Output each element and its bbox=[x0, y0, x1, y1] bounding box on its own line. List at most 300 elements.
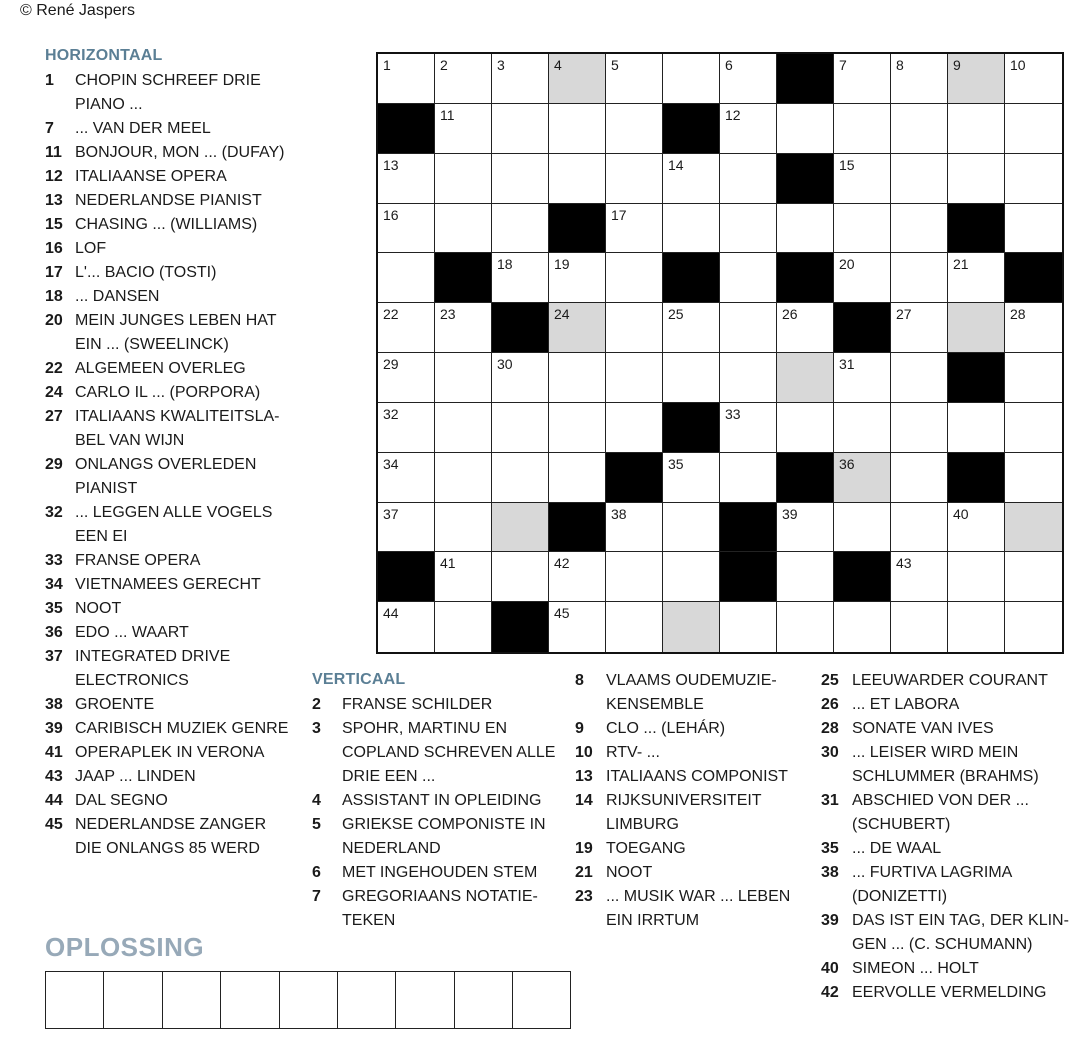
solution-box[interactable] bbox=[162, 971, 221, 1029]
grid-cell[interactable] bbox=[948, 54, 1005, 104]
clue-text: GRIEKSE COMPONISTE IN bbox=[342, 816, 546, 833]
cell-number: 17 bbox=[611, 207, 627, 223]
grid-cell[interactable] bbox=[1005, 104, 1062, 154]
clue-item bbox=[821, 669, 1071, 693]
clue-text: ITALIAANSE OPERA bbox=[75, 168, 227, 185]
grid-cell[interactable] bbox=[492, 253, 549, 303]
grid-cell[interactable] bbox=[663, 552, 720, 602]
solution-box[interactable] bbox=[279, 971, 338, 1029]
clue-item bbox=[45, 237, 295, 261]
grid-block bbox=[435, 253, 492, 303]
grid-cell[interactable] bbox=[1005, 204, 1062, 253]
grid-cell[interactable] bbox=[1005, 453, 1062, 503]
grid-cell[interactable] bbox=[948, 403, 1005, 453]
cell-number: 6 bbox=[725, 57, 733, 73]
clue-number: 39 bbox=[821, 912, 839, 929]
clue-number: 1 bbox=[45, 72, 54, 89]
grid-cell[interactable] bbox=[1005, 154, 1062, 204]
grid-cell[interactable] bbox=[720, 253, 777, 303]
grid-cell[interactable] bbox=[549, 303, 606, 353]
solution-box[interactable] bbox=[103, 971, 163, 1029]
clue-item bbox=[312, 861, 562, 885]
grid-cell[interactable] bbox=[606, 54, 663, 104]
clue-text: PIANIST bbox=[75, 480, 138, 497]
clue-text: KENSEMBLE bbox=[606, 696, 704, 713]
grid-cell[interactable] bbox=[492, 104, 549, 154]
clue-text: L'... BACIO (TOSTI) bbox=[75, 264, 217, 281]
cell-number: 5 bbox=[611, 57, 619, 73]
clue-text: ... DANSEN bbox=[75, 288, 160, 305]
grid-cell[interactable] bbox=[435, 552, 492, 602]
grid-cell[interactable] bbox=[435, 54, 492, 104]
clue-item bbox=[45, 549, 295, 573]
grid-cell[interactable] bbox=[492, 503, 549, 552]
clue-item bbox=[312, 789, 562, 813]
clue-number: 42 bbox=[821, 984, 839, 1001]
grid-cell[interactable] bbox=[663, 54, 720, 104]
clue-text: NOOT bbox=[606, 864, 653, 881]
clue-text: EIN IRRTUM bbox=[606, 912, 700, 929]
clue-text: CHASING ... (WILLIAMS) bbox=[75, 216, 258, 233]
grid-cell[interactable] bbox=[606, 552, 663, 602]
clue-text: GROENTE bbox=[75, 696, 155, 713]
cell-number: 44 bbox=[383, 605, 399, 621]
grid-cell[interactable] bbox=[891, 154, 948, 204]
grid-cell[interactable] bbox=[435, 602, 492, 652]
clue-text: SONATE VAN IVES bbox=[852, 720, 994, 737]
cell-number: 11 bbox=[440, 107, 455, 123]
clue-item bbox=[45, 813, 295, 861]
clue-text: INTEGRATED DRIVE bbox=[75, 648, 231, 665]
clue-text: ITALIAANS KWALITEITSLA- bbox=[75, 408, 280, 425]
grid-cell[interactable] bbox=[606, 403, 663, 453]
grid-cell[interactable] bbox=[378, 154, 435, 204]
grid-cell[interactable] bbox=[435, 403, 492, 453]
grid-cell[interactable] bbox=[492, 154, 549, 204]
grid-cell[interactable] bbox=[606, 353, 663, 403]
clue-item bbox=[821, 741, 1071, 789]
clue-text: NEDERLANDSE ZANGER bbox=[75, 816, 267, 833]
grid-cell[interactable] bbox=[891, 353, 948, 403]
grid-cell[interactable] bbox=[663, 453, 720, 503]
clue-number: 27 bbox=[45, 408, 63, 425]
clue-item bbox=[45, 69, 295, 117]
cell-number: 45 bbox=[554, 605, 570, 621]
grid-block bbox=[834, 552, 891, 602]
clue-text: ASSISTANT IN OPLEIDING bbox=[342, 792, 542, 809]
clue-text: LIMBURG bbox=[606, 816, 679, 833]
clue-item bbox=[45, 141, 295, 165]
grid-cell[interactable] bbox=[549, 602, 606, 652]
grid-block bbox=[663, 104, 720, 154]
grid-block bbox=[492, 602, 549, 652]
grid-cell[interactable] bbox=[948, 602, 1005, 652]
grid-cell[interactable] bbox=[948, 104, 1005, 154]
clue-item bbox=[575, 789, 800, 837]
grid-cell[interactable] bbox=[606, 602, 663, 652]
clue-number: 18 bbox=[45, 288, 63, 305]
grid-cell[interactable] bbox=[492, 453, 549, 503]
clue-item bbox=[45, 645, 295, 693]
grid-cell[interactable] bbox=[891, 253, 948, 303]
clue-item bbox=[45, 765, 295, 789]
clue-number: 20 bbox=[45, 312, 63, 329]
grid-block bbox=[777, 253, 834, 303]
grid-cell[interactable] bbox=[549, 403, 606, 453]
grid-cell[interactable] bbox=[435, 303, 492, 353]
grid-cell[interactable] bbox=[834, 602, 891, 652]
grid-cell[interactable] bbox=[435, 154, 492, 204]
clue-item bbox=[45, 189, 295, 213]
grid-cell[interactable] bbox=[834, 353, 891, 403]
grid-cell[interactable] bbox=[891, 602, 948, 652]
clue-text: JAAP ... LINDEN bbox=[75, 768, 196, 785]
clue-item bbox=[45, 285, 295, 309]
cell-number: 9 bbox=[953, 57, 961, 73]
grid-cell[interactable] bbox=[1005, 353, 1062, 403]
clue-text: ABSCHIED VON DER ... bbox=[852, 792, 1029, 809]
grid-cell[interactable] bbox=[606, 104, 663, 154]
clue-text: NEDERLAND bbox=[342, 840, 441, 857]
grid-cell[interactable] bbox=[663, 204, 720, 253]
grid-cell[interactable] bbox=[435, 503, 492, 552]
clue-number: 12 bbox=[45, 168, 63, 185]
cell-number: 29 bbox=[383, 356, 399, 372]
grid-cell[interactable] bbox=[948, 253, 1005, 303]
clue-text: ... LEGGEN ALLE VOGELS bbox=[75, 504, 273, 521]
cell-number: 31 bbox=[839, 356, 855, 372]
clue-item bbox=[45, 693, 295, 717]
clue-text: ELECTRONICS bbox=[75, 672, 189, 689]
clue-text: ... VAN DER MEEL bbox=[75, 120, 211, 137]
clue-text: EIN ... (SWEELINCK) bbox=[75, 336, 229, 353]
clue-item bbox=[575, 837, 800, 861]
cell-number: 8 bbox=[896, 57, 904, 73]
grid-cell[interactable] bbox=[720, 154, 777, 204]
clue-text: OPERAPLEK IN VERONA bbox=[75, 744, 265, 761]
grid-cell[interactable] bbox=[492, 353, 549, 403]
grid-cell[interactable] bbox=[492, 54, 549, 104]
grid-cell[interactable] bbox=[777, 552, 834, 602]
grid-cell[interactable] bbox=[891, 453, 948, 503]
clue-item bbox=[821, 789, 1071, 837]
solution-box[interactable] bbox=[337, 971, 396, 1029]
clue-number: 30 bbox=[821, 744, 839, 761]
grid-cell[interactable] bbox=[549, 552, 606, 602]
horizontaal-heading: HORIZONTAAL bbox=[45, 47, 163, 64]
clue-number: 19 bbox=[575, 840, 593, 857]
grid-block bbox=[777, 154, 834, 204]
clue-text: TEKEN bbox=[342, 912, 396, 929]
oplossing-heading: OPLOSSING bbox=[45, 932, 205, 962]
clue-text: PIANO ... bbox=[75, 96, 143, 113]
clue-number: 37 bbox=[45, 648, 63, 665]
clue-item bbox=[45, 117, 295, 141]
solution-box[interactable] bbox=[45, 971, 104, 1029]
grid-cell[interactable] bbox=[378, 503, 435, 552]
grid-block bbox=[834, 303, 891, 353]
clue-number: 14 bbox=[575, 792, 593, 809]
clue-number: 43 bbox=[45, 768, 63, 785]
grid-block bbox=[663, 253, 720, 303]
cell-number: 22 bbox=[383, 306, 399, 322]
cell-number: 32 bbox=[383, 406, 399, 422]
grid-cell[interactable] bbox=[777, 503, 834, 552]
clue-item bbox=[45, 381, 295, 405]
grid-cell[interactable] bbox=[606, 303, 663, 353]
clue-text: COPLAND SCHREVEN ALLE bbox=[342, 744, 556, 761]
clue-text: ... FURTIVA LAGRIMA bbox=[852, 864, 1013, 881]
grid-cell[interactable] bbox=[948, 503, 1005, 552]
clue-number: 7 bbox=[45, 120, 54, 137]
grid-cell[interactable] bbox=[435, 104, 492, 154]
clue-item bbox=[45, 501, 295, 549]
clue-number: 23 bbox=[575, 888, 593, 905]
clue-number: 44 bbox=[45, 792, 63, 809]
grid-cell[interactable] bbox=[492, 204, 549, 253]
grid-cell[interactable] bbox=[378, 204, 435, 253]
grid-cell[interactable] bbox=[492, 552, 549, 602]
clue-number: 28 bbox=[821, 720, 839, 737]
grid-cell[interactable] bbox=[834, 104, 891, 154]
clue-item bbox=[575, 741, 800, 765]
cell-number: 7 bbox=[839, 57, 847, 73]
clue-text: CARIBISCH MUZIEK GENRE bbox=[75, 720, 289, 737]
clue-text: LEEUWARDER COURANT bbox=[852, 672, 1048, 689]
grid-cell[interactable] bbox=[549, 54, 606, 104]
cell-number: 36 bbox=[839, 456, 855, 472]
clue-text: DAL SEGNO bbox=[75, 792, 168, 809]
grid-cell[interactable] bbox=[606, 204, 663, 253]
clue-text: (SCHUBERT) bbox=[852, 816, 951, 833]
grid-cell[interactable] bbox=[492, 403, 549, 453]
grid-cell[interactable] bbox=[435, 204, 492, 253]
cell-number: 28 bbox=[1010, 306, 1026, 322]
grid-cell[interactable] bbox=[948, 303, 1005, 353]
clue-text: GEN ... (C. SCHUMANN) bbox=[852, 936, 1033, 953]
grid-cell[interactable] bbox=[663, 154, 720, 204]
clue-text: ... MUSIK WAR ... LEBEN bbox=[606, 888, 791, 905]
cell-number: 19 bbox=[554, 256, 570, 272]
grid-cell[interactable] bbox=[834, 54, 891, 104]
grid-cell[interactable] bbox=[378, 602, 435, 652]
grid-cell[interactable] bbox=[891, 403, 948, 453]
clue-item bbox=[45, 357, 295, 381]
clue-text: CLO ... (LEHÁR) bbox=[606, 720, 726, 737]
grid-cell[interactable] bbox=[834, 154, 891, 204]
clue-text: SIMEON ... HOLT bbox=[852, 960, 979, 977]
grid-cell[interactable] bbox=[834, 204, 891, 253]
grid-cell[interactable] bbox=[891, 204, 948, 253]
clue-text: SCHLUMMER (BRAHMS) bbox=[852, 768, 1039, 785]
clue-item bbox=[45, 597, 295, 621]
clue-item bbox=[821, 957, 1071, 981]
clue-text: VLAAMS OUDEMUZIE- bbox=[606, 672, 777, 689]
clue-item bbox=[45, 621, 295, 645]
grid-cell[interactable] bbox=[720, 104, 777, 154]
cell-number: 4 bbox=[554, 57, 562, 73]
solution-box[interactable] bbox=[220, 971, 280, 1029]
solution-box[interactable] bbox=[512, 971, 571, 1029]
grid-block bbox=[378, 552, 435, 602]
grid-cell[interactable] bbox=[891, 54, 948, 104]
clue-text: (DONIZETTI) bbox=[852, 888, 948, 905]
clue-text: ONLANGS OVERLEDEN bbox=[75, 456, 257, 473]
grid-block bbox=[549, 503, 606, 552]
grid-cell[interactable] bbox=[891, 552, 948, 602]
clue-item bbox=[821, 717, 1071, 741]
clue-item bbox=[45, 309, 295, 357]
clue-text: GREGORIAANS NOTATIE- bbox=[342, 888, 538, 905]
grid-cell[interactable] bbox=[777, 403, 834, 453]
grid-cell[interactable] bbox=[777, 602, 834, 652]
clue-text: DIE ONLANGS 85 WERD bbox=[75, 840, 260, 857]
clue-text: FRANSE SCHILDER bbox=[342, 696, 493, 713]
cell-number: 24 bbox=[554, 306, 570, 322]
cell-number: 10 bbox=[1010, 57, 1026, 73]
clue-text: RTV- ... bbox=[606, 744, 660, 761]
solution-box[interactable] bbox=[454, 971, 513, 1029]
clue-text: BEL VAN WIJN bbox=[75, 432, 185, 449]
grid-cell[interactable] bbox=[834, 403, 891, 453]
grid-cell[interactable] bbox=[663, 602, 720, 652]
clue-number: 38 bbox=[45, 696, 63, 713]
clue-number: 45 bbox=[45, 816, 63, 833]
clue-number: 35 bbox=[45, 600, 63, 617]
grid-block bbox=[378, 104, 435, 154]
clue-item bbox=[45, 741, 295, 765]
grid-cell[interactable] bbox=[606, 503, 663, 552]
grid-cell[interactable] bbox=[720, 204, 777, 253]
clue-item bbox=[45, 261, 295, 285]
clue-number: 4 bbox=[312, 792, 321, 809]
grid-cell[interactable] bbox=[891, 104, 948, 154]
clue-item bbox=[312, 693, 562, 717]
clue-item bbox=[45, 453, 295, 501]
grid-cell[interactable] bbox=[549, 353, 606, 403]
clue-text: EDO ... WAART bbox=[75, 624, 189, 641]
grid-cell[interactable] bbox=[549, 154, 606, 204]
cell-number: 41 bbox=[440, 555, 456, 571]
clue-item bbox=[45, 789, 295, 813]
grid-cell[interactable] bbox=[777, 303, 834, 353]
clue-text: ... LEISER WIRD MEIN bbox=[852, 744, 1019, 761]
grid-cell[interactable] bbox=[1005, 503, 1062, 552]
grid-cell[interactable] bbox=[1005, 403, 1062, 453]
grid-block bbox=[948, 204, 1005, 253]
clue-number: 40 bbox=[821, 960, 839, 977]
clue-text: ... DE WAAL bbox=[852, 840, 942, 857]
clue-number: 3 bbox=[312, 720, 321, 737]
clue-text: MEIN JUNGES LEBEN HAT bbox=[75, 312, 277, 329]
cell-number: 39 bbox=[782, 506, 798, 522]
grid-cell[interactable] bbox=[378, 54, 435, 104]
grid-cell[interactable] bbox=[1005, 552, 1062, 602]
clue-item bbox=[575, 765, 800, 789]
grid-cell[interactable] bbox=[549, 453, 606, 503]
cell-number: 25 bbox=[668, 306, 684, 322]
grid-cell[interactable] bbox=[1005, 54, 1062, 104]
grid-cell[interactable] bbox=[435, 353, 492, 403]
clue-text: CHOPIN SCHREEF DRIE bbox=[75, 72, 261, 89]
clue-number: 2 bbox=[312, 696, 321, 713]
grid-cell[interactable] bbox=[720, 453, 777, 503]
clue-item bbox=[312, 885, 562, 933]
clue-number: 16 bbox=[45, 240, 63, 257]
copyright: © René Jaspers bbox=[20, 2, 135, 19]
grid-cell[interactable] bbox=[378, 303, 435, 353]
grid-cell[interactable] bbox=[777, 353, 834, 403]
clue-item bbox=[821, 861, 1071, 909]
grid-cell[interactable] bbox=[378, 353, 435, 403]
grid-cell[interactable] bbox=[606, 154, 663, 204]
grid-cell[interactable] bbox=[549, 104, 606, 154]
clue-number: 17 bbox=[45, 264, 63, 281]
grid-cell[interactable] bbox=[606, 253, 663, 303]
grid-cell[interactable] bbox=[720, 602, 777, 652]
clue-number: 36 bbox=[45, 624, 63, 641]
grid-cell[interactable] bbox=[663, 503, 720, 552]
grid-cell[interactable] bbox=[663, 303, 720, 353]
clue-item bbox=[575, 717, 800, 741]
grid-cell[interactable] bbox=[720, 403, 777, 453]
grid-cell[interactable] bbox=[378, 453, 435, 503]
grid-cell[interactable] bbox=[1005, 303, 1062, 353]
grid-cell[interactable] bbox=[834, 253, 891, 303]
clue-number: 26 bbox=[821, 696, 839, 713]
grid-cell[interactable] bbox=[777, 204, 834, 253]
grid-cell[interactable] bbox=[435, 453, 492, 503]
clue-item bbox=[821, 837, 1071, 861]
clue-text: BONJOUR, MON ... (DUFAY) bbox=[75, 144, 285, 161]
grid-block bbox=[948, 353, 1005, 403]
clue-number: 31 bbox=[821, 792, 839, 809]
clue-item bbox=[575, 669, 800, 717]
grid-cell[interactable] bbox=[891, 303, 948, 353]
grid-cell[interactable] bbox=[720, 303, 777, 353]
grid-cell[interactable] bbox=[834, 503, 891, 552]
clue-item bbox=[45, 717, 295, 741]
grid-cell[interactable] bbox=[663, 353, 720, 403]
grid-cell[interactable] bbox=[777, 104, 834, 154]
clue-item bbox=[45, 405, 295, 453]
grid-cell[interactable] bbox=[720, 54, 777, 104]
clue-text: EERVOLLE VERMELDING bbox=[852, 984, 1047, 1001]
clue-text: ... ET LABORA bbox=[852, 696, 960, 713]
clue-number: 8 bbox=[575, 672, 584, 689]
grid-cell[interactable] bbox=[834, 453, 891, 503]
grid-cell[interactable] bbox=[1005, 602, 1062, 652]
clue-number: 7 bbox=[312, 888, 321, 905]
grid-cell[interactable] bbox=[948, 552, 1005, 602]
grid-cell[interactable] bbox=[891, 503, 948, 552]
grid-cell[interactable] bbox=[720, 353, 777, 403]
grid-block bbox=[492, 303, 549, 353]
clue-text: CARLO IL ... (PORPORA) bbox=[75, 384, 261, 401]
grid-cell[interactable] bbox=[378, 403, 435, 453]
cell-number: 27 bbox=[896, 306, 912, 322]
clue-text: VIETNAMEES GERECHT bbox=[75, 576, 261, 593]
solution-box[interactable] bbox=[395, 971, 455, 1029]
grid-cell[interactable] bbox=[549, 253, 606, 303]
grid-cell[interactable] bbox=[378, 253, 435, 303]
crossword-grid[interactable] bbox=[376, 52, 1064, 654]
clue-text: DRIE EEN ... bbox=[342, 768, 436, 785]
cell-number: 16 bbox=[383, 207, 399, 223]
clue-text: MET INGEHOUDEN STEM bbox=[342, 864, 538, 881]
grid-cell[interactable] bbox=[948, 154, 1005, 204]
cell-number: 42 bbox=[554, 555, 570, 571]
